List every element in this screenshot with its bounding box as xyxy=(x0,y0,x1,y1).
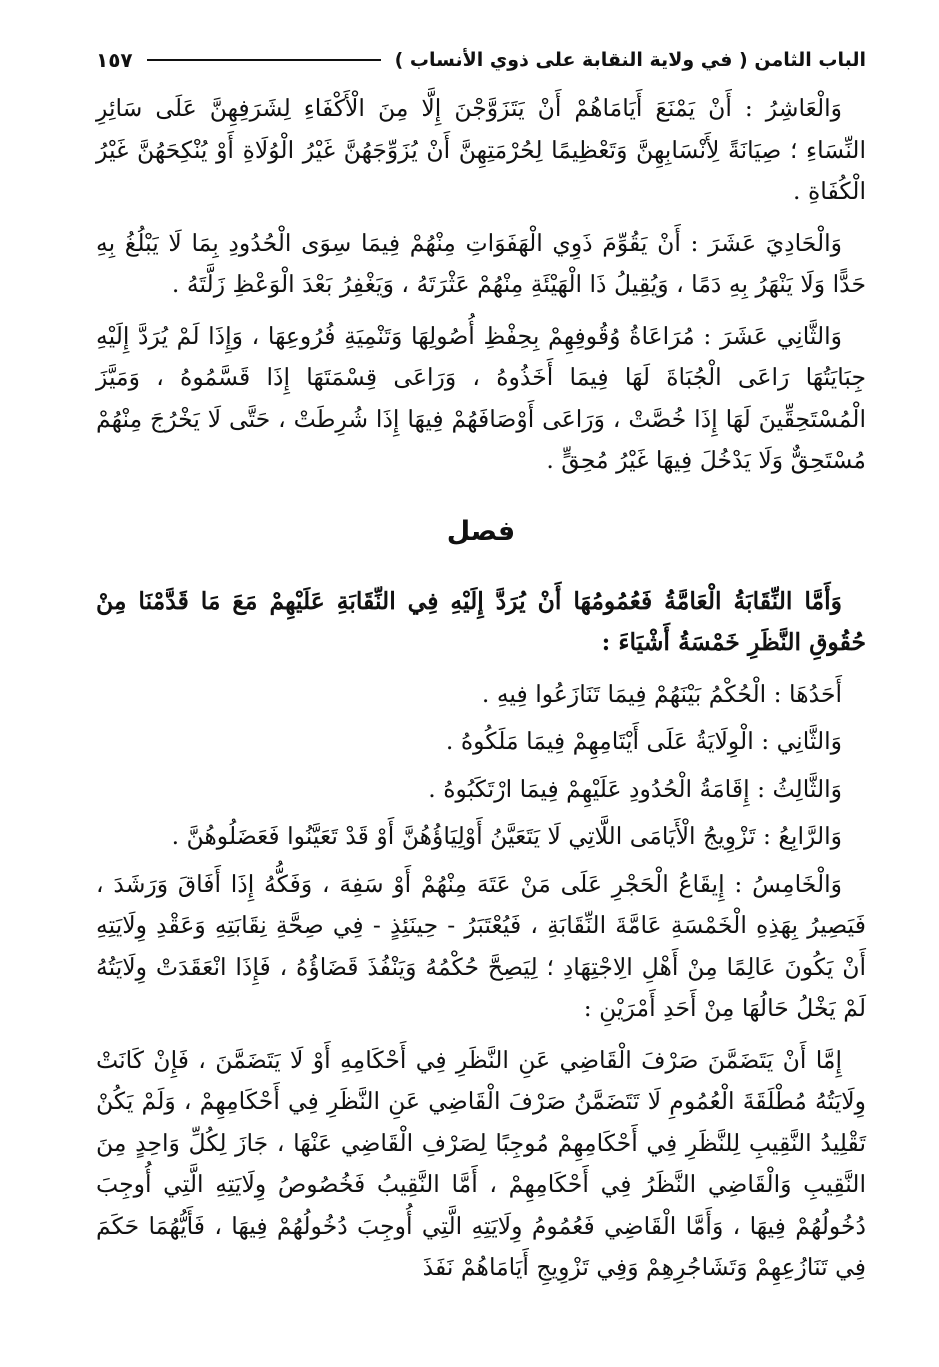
header-rule xyxy=(147,59,381,61)
body-text xyxy=(96,88,866,1289)
paragraph-eleventh: وَالْحَادِيَ عَشَرَ : أَنْ يَقُوِّمَ ذَوِي الْهَفَوَاتِ مِنْهُمْ فِيمَا سِوَى الْحُدُودِ بِمَا لَا يَبْلُغُ بِهِ حَدًّا وَلَا يَنْهَرُ بِهِ دَمًا ، وَيُقِيلُ ذَا الْهَيْئَةِ مِنْهُمْ عَثْرَتَهُ ، وَيَغْفِرُ بَعْدَ الْوَعْظِ زَلَّتَهُ . xyxy=(96,228,866,298)
running-header xyxy=(96,40,866,80)
paragraph-twelfth: وَالثَّانِي عَشَرَ : مُرَاعَاةُ وُقُوفِهِمْ بِحِفْظِ أُصُولِهَا وَتَنْمِيَةِ فُرُوعِهَا ، وَإِذَا لَمْ يُرَدَّ إِلَيْهِ جِبَايَتُهَا رَاعَى الْجُبَاةَ لَهَا فِيمَا أَخَذُوهُ ، وَرَاعَى قِسْمَتَهَا إِذَا قَسَّمُوهُ ، وَمَيَّزَ الْمُسْتَحِقِّينَ لَهَا إِذَا خُصَّتْ ، وَرَاعَى أَوْصَافَهُمْ فِيهَا إِذَا شُرِطَتْ ، حَتَّى لَا يَخْرُجَ مِنْهُمْ مُسْتَحِقٌّ وَلَا يَدْخُلَ فِيهَا غَيْرُ مُحِقٍّ . xyxy=(96,321,866,474)
section-heading: فصل xyxy=(446,515,516,547)
list-item-fourth: وَالرَّابِعُ : تَزْوِيجُ الْأَيَامَى اللَّاتِي لَا يَتَعَيَّنُ أَوْلِيَاؤُهُنَّ أَوْ قَدْ تَعَيَّنُوا فَعَضَلُوهُنَّ . xyxy=(171,822,842,850)
list-item-fifth: وَالْخَامِسُ : إِيقَاعُ الْحَجْرِ عَلَى مَنْ عَتَهَ مِنْهُمْ أَوْ سَفِهَ ، وَفَكُّهُ إِذَا أَفَاقَ وَرَشَدَ ، فَيَصِيرُ بِهَذِهِ الْخَمْسَةِ عَامَّةَ النِّقَابَةِ ، فَيُعْتَبَرُ - حِينَئِذٍ - فِي صِحَّةِ نِقَابَتِهِ وَعَقْدِ وِلَايَتِهِ أَنْ يَكُونَ عَالِمًا مِنْ أَهْلِ الِاجْتِهَادِ ؛ لِيَصِحَّ حُكْمُهُ وَيَنْفُذَ قَضَاؤُهُ ، فَإِذَا انْعَقَدَتْ وِلَايَتُهُ لَمْ يَخْلُ حَالُهَا مِنْ أَحَدِ أَمْرَيْنِ : xyxy=(96,869,866,1022)
list-item-first: أَحَدُهَا : الْحُكْمُ بَيْنَهُمْ فِيمَا تَنَازَعُوا فِيهِ . xyxy=(481,679,842,708)
paragraph-tenth: وَالْعَاشِرُ : أَنْ يَمْنَعَ أَيَامَاهُمْ أَنْ يَتَزَوَّجْنَ إِلَّا مِنَ الْأَكْفَاءِ لِشَرَفِهِنَّ عَلَى سَائِرِ النِّسَاءِ ؛ صِيَانَةً لِأَنْسَابِهِنَّ وَتَعْظِيمًا لِحُرْمَتِهِنَّ أَنْ يُزَوِّجَهُنَّ غَيْرُ الْوُلَاةِ أَوْ يُنْكِحَهُنَّ غَيْرُ الْكُفَاةِ . xyxy=(96,94,866,205)
list-item-third: وَالثَّالِثُ : إِقَامَةُ الْحُدُودِ عَلَيْهِمْ فِيمَا ارْتَكَبُوهُ . xyxy=(428,774,842,803)
closing-paragraph: إِمَّا أَنْ يَتَضَمَّنَ صَرْفَ الْقَاضِي عَنِ النَّظَرِ فِي أَحْكَامِهِ أَوْ لَا يَتَضَمَّنَ ، فَإِنْ كَانَتْ وِلَايَتُهُ مُطْلَقَةَ الْعُمُومِ لَا تَتَضَمَّنُ صَرْفَ الْقَاضِي عَنِ النَّظَرِ فِي أَحْكَامِهِمْ ، وَلَمْ يَكُنْ تَقْلِيدُ النَّقِيبِ لِلنَّظَرِ فِي أَحْكَامِهِمْ مُوجِبًا لِصَرْفِ الْقَاضِي عَنْهَا ، جَازَ لِكُلِّ وَاحِدٍ مِنَ النَّقِيبِ وَالْقَاضِي النَّظَرُ فِي أَحْكَامِهِمْ ، أَمَّا النَّقِيبُ فَخُصُوصُ وِلَايَتِهِ الَّتِي أُوجِبَ دُخُولُهُمْ فِيهَا ، وَأَمَّا الْقَاضِي فَعُمُومُ وِلَايَتِهِ الَّتِي أُوجِبَ دُخُولُهُمْ فِيهَا ، فَأَيُّهُمَا حَكَمَ فِي تَنَازُعِهِمْ وَتَشَاجُرِهِمْ وَفِي تَزْوِيجِ أَيَامَاهُمْ نَفَذَ xyxy=(96,1045,866,1281)
document-page xyxy=(96,40,866,1340)
section-intro: وَأَمَّا النِّقَابَةُ الْعَامَّةُ فَعُمُومُهَا أَنْ يُرَدَّ إِلَيْهِ فِي النِّقَابَةِ عَلَيْهِمْ مَعَ مَا قَدَّمْنَا مِنْ حُقُوقِ النَّظَرِ خَمْسَةُ أَشْيَاءَ : xyxy=(96,586,866,656)
chapter-title: الباب الثامن ( في ولاية النقابة على ذوي الأنساب ) xyxy=(394,49,866,71)
list-item-second: وَالثَّانِي : الْوِلَايَةُ عَلَى أَيْتَامِهِمْ فِيمَا مَلَكُوهُ . xyxy=(445,727,842,755)
page-number: ١٥٧ xyxy=(96,48,133,72)
